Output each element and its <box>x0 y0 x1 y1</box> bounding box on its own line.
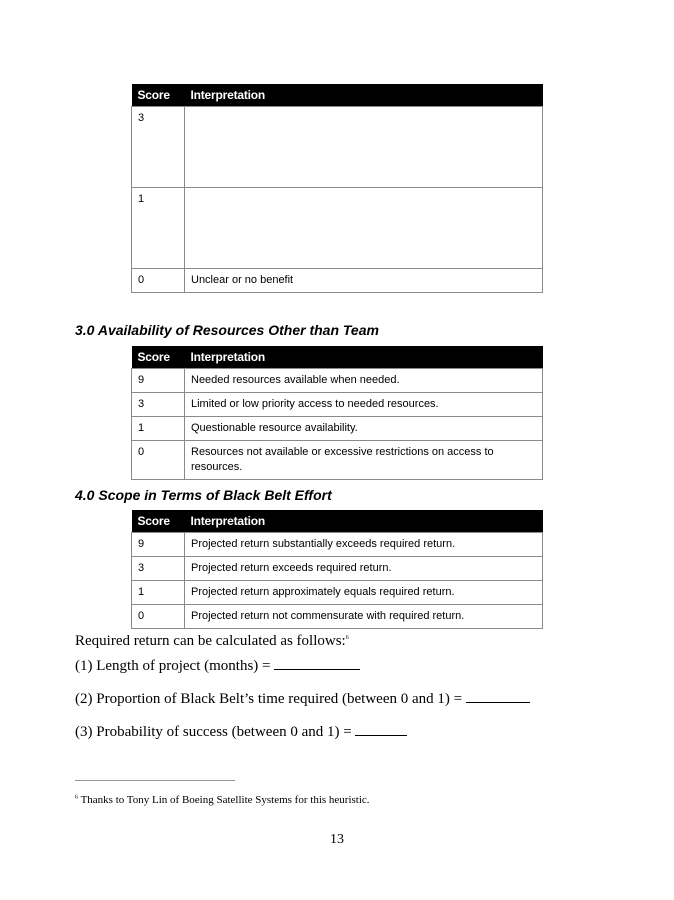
interpretation-header: Interpretation <box>185 84 543 107</box>
formula-line-3-text: (3) Probability of success (between 0 and 1) = <box>75 724 356 740</box>
resources-score-table <box>131 346 543 480</box>
interpretation-cell: Unclear or no benefit <box>185 269 543 293</box>
interpretation-cell <box>185 107 543 188</box>
table-row <box>132 269 543 293</box>
footnote-divider <box>75 780 235 781</box>
footnote-marker: 6 <box>75 794 78 801</box>
interpretation-cell: Resources not available or excessive restrictions on access to resources. <box>185 441 543 480</box>
page-number: 13 <box>330 832 344 847</box>
table-row <box>132 605 543 629</box>
interpretation-header: Interpretation <box>185 510 543 533</box>
interpretation-cell: Questionable resource availability. <box>185 417 543 441</box>
table-row <box>132 533 543 557</box>
score-cell: 3 <box>132 107 185 188</box>
interpretation-cell: Projected return substantially exceeds required return. <box>185 533 543 557</box>
scope-score-table <box>131 510 543 629</box>
formula-line-1-text: (1) Length of project (months) = <box>75 658 275 674</box>
table-row <box>132 107 543 188</box>
score-cell: 3 <box>132 557 185 581</box>
table-row <box>132 581 543 605</box>
score-cell: 3 <box>132 393 185 417</box>
score-cell: 0 <box>132 605 185 629</box>
score-cell: 0 <box>132 269 185 293</box>
formula-line-1 <box>75 657 360 675</box>
interpretation-cell: Projected return approximately equals required return. <box>185 581 543 605</box>
formula-line-2 <box>75 690 530 708</box>
section-4-heading: 4.0 Scope in Terms of Black Belt Effort <box>75 487 332 503</box>
interpretation-cell: Projected return exceeds required return. <box>185 557 543 581</box>
footnote <box>75 794 370 806</box>
interpretation-cell: Needed resources available when needed. <box>185 369 543 393</box>
score-cell: 9 <box>132 533 185 557</box>
score-cell: 9 <box>132 369 185 393</box>
footnote-text: Thanks to Tony Lin of Boeing Satellite Systems for this heuristic. <box>80 794 370 806</box>
score-header: Score <box>132 84 185 107</box>
score-cell: 0 <box>132 441 185 480</box>
section-3-heading: 3.0 Availability of Resources Other than Team <box>75 322 379 338</box>
interpretation-header: Interpretation <box>185 346 543 369</box>
intro-text: Required return can be calculated as follows: <box>75 633 346 649</box>
table-row <box>132 417 543 441</box>
table-row <box>132 188 543 269</box>
table-header-row <box>132 510 543 533</box>
table-header-row <box>132 346 543 369</box>
table-row <box>132 369 543 393</box>
interpretation-cell <box>185 188 543 269</box>
score-cell: 1 <box>132 581 185 605</box>
interpretation-cell: Limited or low priority access to needed resources. <box>185 393 543 417</box>
fill-in-blank <box>355 723 407 736</box>
table-row <box>132 557 543 581</box>
interpretation-cell: Projected return not commensurate with required return. <box>185 605 543 629</box>
fill-in-blank <box>274 657 360 670</box>
score-header: Score <box>132 346 185 369</box>
formula-line-2-text: (2) Proportion of Black Belt’s time required (between 0 and 1) = <box>75 691 466 707</box>
score-header: Score <box>132 510 185 533</box>
formula-line-3 <box>75 723 407 741</box>
table-row <box>132 441 543 480</box>
table-header-row <box>132 84 543 107</box>
score-cell: 1 <box>132 417 185 441</box>
required-return-intro <box>75 633 349 650</box>
footnote-reference: 6 <box>345 635 349 641</box>
fill-in-blank <box>466 690 530 703</box>
benefit-score-table <box>131 84 543 293</box>
table-row <box>132 393 543 417</box>
score-cell: 1 <box>132 188 185 269</box>
